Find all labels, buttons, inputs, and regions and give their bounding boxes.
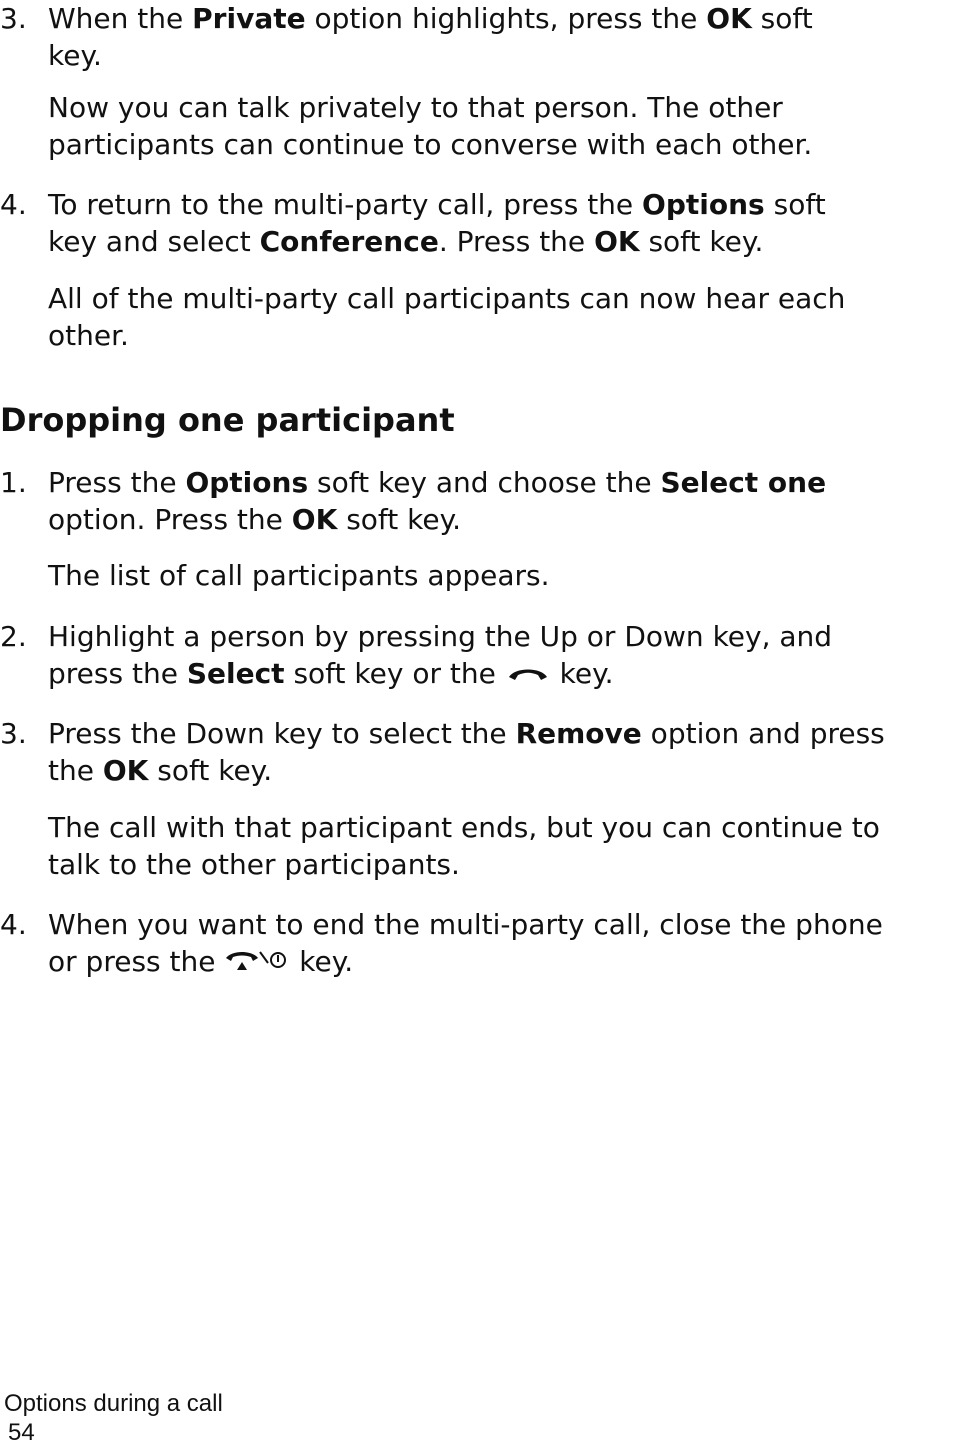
step-note: All of the multi-party call participants can now hear each other.: [48, 282, 846, 352]
footer-section-name: Options during a call: [4, 1390, 223, 1417]
step-text: When you want to end the multi-party call, close the phone or press the key.: [48, 906, 900, 982]
key-ok: OK: [594, 225, 640, 258]
option-conference: Conference: [259, 225, 439, 258]
step-text: Press the Options soft key and choose the Select one option. Press the OK soft key.: [48, 466, 827, 536]
step-private: [0, 0, 900, 74]
page-number: 54: [8, 1419, 35, 1446]
option-private: Private: [192, 2, 306, 35]
key-options: Options: [642, 188, 765, 221]
step-number: 1.: [0, 466, 27, 499]
section-heading: Dropping one participant: [0, 401, 455, 439]
option-select-one: Select one: [660, 466, 827, 499]
step-text: To return to the multi-party call, press the Options soft key and select Conference. Press the OK soft key.: [48, 188, 826, 258]
step-note: The list of call participants appears.: [48, 559, 550, 592]
step-select-one: [0, 464, 900, 538]
step-text: Highlight a person by pressing the Up or Down key, and press the Select soft key or the key.: [48, 618, 900, 694]
step-note: The call with that participant ends, but you can continue to talk to the other participants.: [48, 811, 880, 881]
step-note: Now you can talk privately to that person. The other participants can continue to converse with each other.: [48, 91, 813, 161]
step-number: 4.: [0, 908, 27, 941]
step-end-call: [0, 906, 900, 982]
step-remove: [0, 715, 900, 789]
step-number: 2.: [0, 620, 27, 653]
key-ok: OK: [706, 2, 752, 35]
send-key-icon: [505, 657, 551, 694]
key-select: Select: [186, 657, 285, 690]
key-ok: OK: [102, 754, 149, 787]
key-options: Options: [185, 466, 309, 499]
end-power-key-icon: [224, 945, 290, 982]
step-text: Press the Down key to select the Remove option and press the OK soft key.: [48, 717, 885, 787]
key-ok: OK: [291, 503, 338, 536]
step-number: 3.: [0, 2, 27, 35]
step-return-conference: [0, 186, 900, 260]
step-number: 4.: [0, 188, 27, 221]
step-text: When the Private option highlights, press the OK soft key.: [48, 2, 813, 72]
step-highlight-person: [0, 618, 900, 694]
step-number: 3.: [0, 717, 27, 750]
option-remove: Remove: [515, 717, 642, 750]
